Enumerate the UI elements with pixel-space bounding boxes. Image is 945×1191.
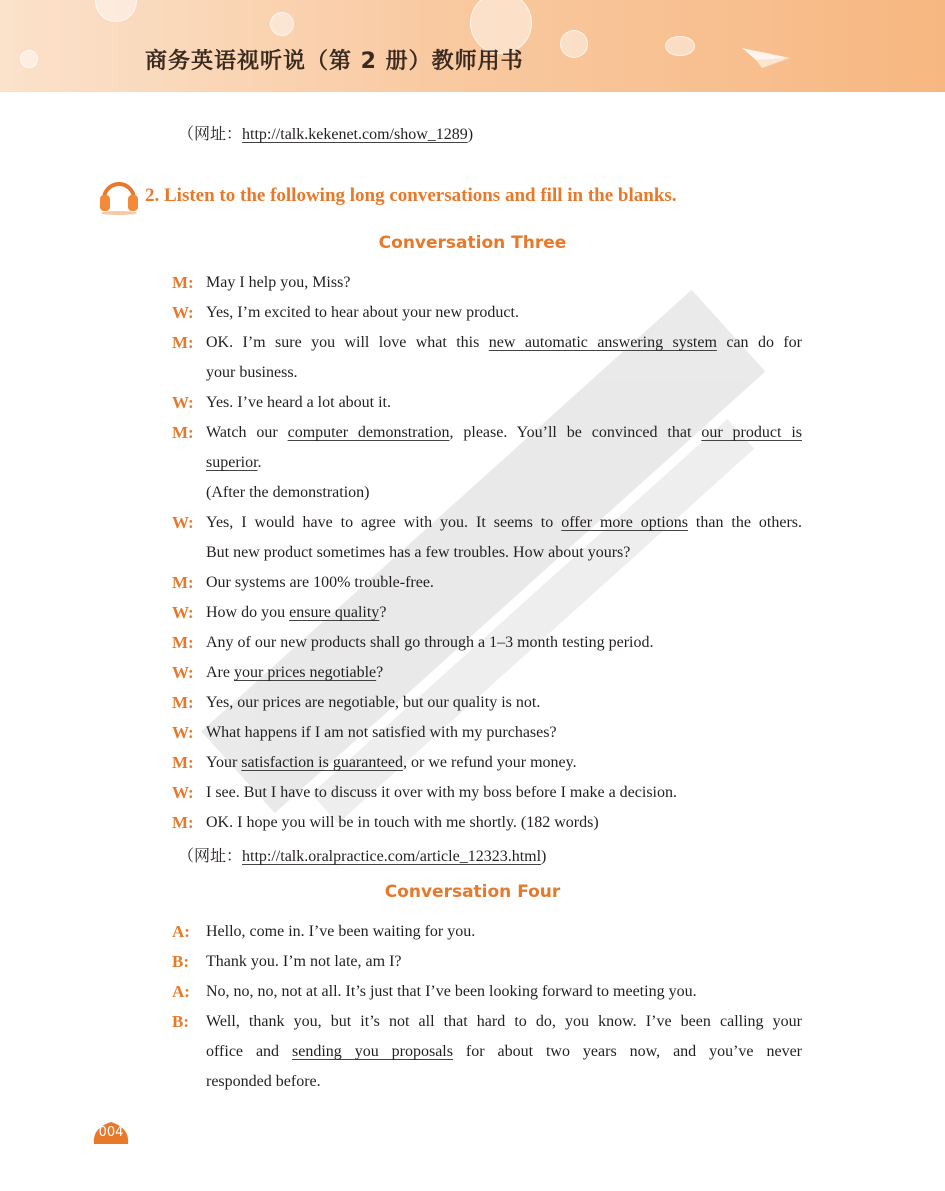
speaker-label: W:	[172, 723, 194, 742]
source-url-link-2[interactable]: http://talk.oralpractice.com/article_12323.html	[242, 848, 542, 865]
dialogue-line	[172, 808, 802, 838]
fill-in-answer: superior	[206, 454, 258, 471]
dialogue-line	[172, 508, 802, 538]
bubble-decoration	[270, 12, 294, 36]
dialogue-line	[172, 628, 802, 658]
fill-in-answer: sending you proposals	[292, 1043, 453, 1060]
speaker-label: W:	[172, 393, 194, 412]
fill-in-answer: our product is	[701, 424, 802, 441]
dialogue-content	[206, 478, 802, 508]
dialogue-text: How do you	[206, 604, 290, 621]
dialogue-content	[206, 418, 802, 448]
dialogue-text: Are	[206, 664, 234, 681]
dialogue-content	[206, 268, 802, 298]
fill-in-answer: computer demonstration	[287, 424, 450, 441]
dialogue-text: Any of our new products shall go through a 1–3 month testing period.	[206, 634, 654, 651]
dialogue-text: office and	[206, 1043, 292, 1060]
dialogue-content	[206, 598, 802, 628]
dialogue-text: OK. I hope you will be in touch with me shortly. (182 words)	[206, 814, 599, 831]
dialogue-text: can do for	[716, 334, 803, 351]
book-title: 商务英语视听说（第 2 册）教师用书	[145, 49, 524, 74]
source-url-line-2	[178, 843, 546, 866]
dialogue-content	[206, 977, 802, 1007]
dialogue-text: ?	[379, 604, 387, 621]
speaker-label: W:	[172, 783, 194, 802]
dialogue-content	[206, 328, 802, 358]
dialogue-text: Yes. I’ve heard a lot about it.	[206, 394, 391, 411]
fill-in-answer: satisfaction is guaranteed	[241, 754, 403, 771]
dialogue-line	[172, 268, 802, 298]
dialogue-line	[172, 748, 802, 778]
dialogue-text: Your	[206, 754, 242, 771]
dialogue-content	[206, 658, 802, 688]
dialogue-text: Thank you. I’m not late, am I?	[206, 953, 402, 970]
headphones-icon	[98, 175, 140, 215]
dialogue-text: Watch our	[206, 424, 288, 441]
dialogue-text: .	[257, 454, 262, 471]
dialogue-line	[172, 388, 802, 418]
dialogue-text: What happens if I am not satisfied with my purchases?	[206, 724, 557, 741]
dialogue-line	[172, 1007, 802, 1037]
dialogue-continuation	[172, 448, 802, 478]
dialogue-line	[172, 947, 802, 977]
fill-in-answer: ensure quality	[289, 604, 380, 621]
dialogue-text: ?	[376, 664, 384, 681]
dialogue-line	[172, 778, 802, 808]
dialogue-line	[172, 478, 802, 508]
dialogue-line	[172, 917, 802, 947]
conversation-three-title: Conversation Three	[378, 233, 567, 253]
dialogue-text: No, no, no, not at all. It’s just that I’ve been looking forward to meeting you.	[206, 983, 697, 1000]
speaker-label: M:	[172, 813, 194, 832]
dialogue-line	[172, 658, 802, 688]
dialogue-line	[172, 418, 802, 448]
dialogue-continuation: your business.	[206, 364, 298, 381]
dialogue-line	[172, 298, 802, 328]
dialogue-text: than the others.	[687, 514, 803, 531]
speaker-label: A:	[172, 922, 190, 941]
speaker-label	[172, 478, 206, 508]
dialogue-line	[172, 598, 802, 628]
dialogue-text: I see. But I have to discuss it over with my boss before I make a decision.	[206, 784, 677, 801]
dialogue-text: Yes, I would have to agree with you. It seems to	[206, 514, 562, 531]
speaker-label: W:	[172, 663, 194, 682]
dialogue-content	[206, 1007, 802, 1037]
dialogue-content	[206, 568, 802, 598]
fill-in-answer: offer more options	[561, 514, 688, 531]
dialogue-content	[206, 388, 802, 418]
dialogue-text: OK. I’m sure you will love what this	[206, 334, 489, 351]
speaker-label: M:	[172, 753, 194, 772]
dialogue-content	[206, 688, 802, 718]
speaker-label: W:	[172, 303, 194, 322]
speaker-label: M:	[172, 633, 194, 652]
conversation-four	[172, 917, 802, 1097]
speaker-label: W:	[172, 513, 194, 532]
dialogue-content	[206, 298, 802, 328]
bubble-decoration	[665, 36, 695, 56]
dialogue-content	[206, 748, 802, 778]
speaker-label: M:	[172, 693, 194, 712]
bubble-decoration	[95, 0, 137, 22]
speaker-label: B:	[172, 952, 189, 971]
url-suffix: )	[467, 126, 474, 143]
dialogue-content	[206, 778, 802, 808]
dialogue-content	[206, 628, 802, 658]
url-suffix: )	[541, 848, 547, 865]
dialogue-line	[172, 328, 802, 358]
section-heading: 2. Listen to the following long conversations and fill in the blanks.	[145, 185, 677, 206]
url-prefix: （网址：	[178, 126, 243, 143]
dialogue-text: Yes, our prices are negotiable, but our quality is not.	[206, 694, 541, 711]
speaker-label: A:	[172, 982, 190, 1001]
paper-plane-icon	[742, 40, 792, 70]
fill-in-answer: new automatic answering system	[488, 334, 717, 351]
dialogue-content	[206, 508, 802, 538]
dialogue-content	[206, 947, 802, 977]
page-number: 004	[98, 1125, 124, 1140]
dialogue-text: May I help you, Miss?	[206, 274, 351, 291]
bubble-decoration	[20, 50, 38, 68]
conversation-three	[172, 268, 802, 838]
speaker-label: B:	[172, 1012, 189, 1031]
dialogue-content	[206, 808, 802, 838]
speaker-label: M:	[172, 273, 194, 292]
dialogue-text: Yes, I’m excited to hear about your new product.	[206, 304, 519, 321]
dialogue-line	[172, 977, 802, 1007]
dialogue-continuation: responded before.	[206, 1073, 321, 1090]
page-header	[0, 0, 945, 92]
dialogue-text: Our systems are 100% trouble-free.	[206, 574, 434, 591]
dialogue-content	[206, 718, 802, 748]
speaker-label: W:	[172, 603, 194, 622]
fill-in-answer: your prices negotiable	[233, 664, 377, 681]
source-url-link[interactable]: http://talk.kekenet.com/show_1289	[242, 126, 468, 143]
dialogue-text: Hello, come in. I’ve been waiting for you.	[206, 923, 476, 940]
url-prefix: （网址：	[178, 848, 243, 865]
bubble-decoration	[560, 30, 588, 58]
dialogue-line	[172, 688, 802, 718]
source-url-line	[178, 121, 473, 144]
dialogue-text: , please. You’ll be convinced that	[449, 424, 702, 441]
dialogue-line	[172, 568, 802, 598]
dialogue-line	[172, 718, 802, 748]
dialogue-continuation	[172, 1037, 802, 1067]
dialogue-text: (After the demonstration)	[206, 484, 370, 501]
speaker-label: M:	[172, 573, 194, 592]
conversation-four-title: Conversation Four	[384, 882, 561, 902]
dialogue-text: for about two years now, and you’ve never	[452, 1043, 803, 1060]
dialogue-text: , or we refund your money.	[403, 754, 577, 771]
dialogue-text: Well, thank you, but it’s not all that hard to do, you know. I’ve been calling your	[206, 1013, 802, 1030]
dialogue-content	[206, 917, 802, 947]
speaker-label: M:	[172, 333, 194, 352]
dialogue-continuation: But new product sometimes has a few troubles. How about yours?	[206, 544, 631, 561]
speaker-label: M:	[172, 423, 194, 442]
